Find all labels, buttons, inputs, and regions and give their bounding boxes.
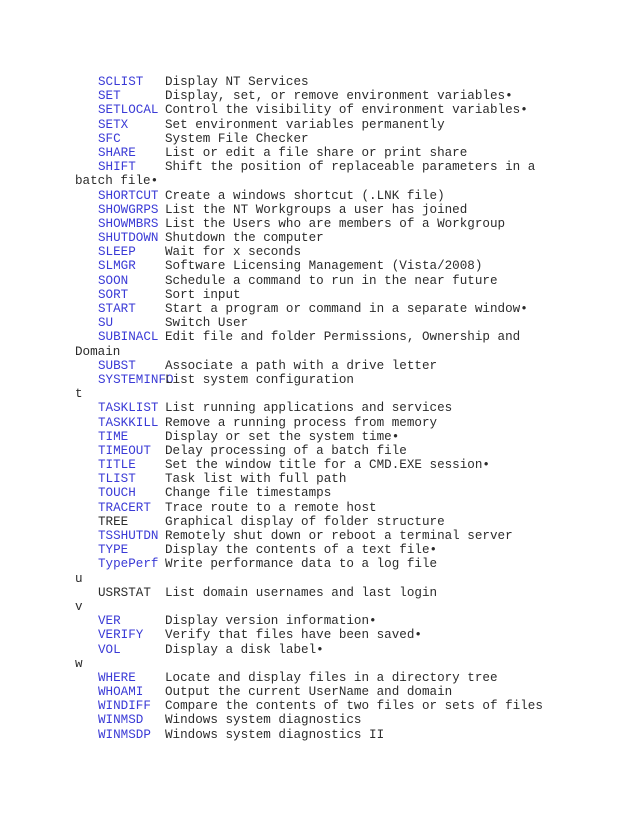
command-row	[0, 586, 638, 600]
command-description: Start a program or command in a separate window•	[165, 302, 528, 316]
command-link[interactable]: WINDIFF	[98, 699, 151, 714]
command-description: Trace route to a remote host	[165, 500, 377, 515]
command-description: Task list with full path	[165, 472, 347, 487]
command-row	[0, 118, 638, 132]
command-row	[0, 189, 638, 203]
command-row	[0, 89, 638, 103]
command-link[interactable]: TIMEOUT	[98, 443, 151, 458]
command-description: Switch User	[165, 316, 249, 331]
command-row	[0, 529, 638, 543]
command-row	[0, 330, 638, 344]
wrapped-text-line: u	[75, 571, 83, 586]
command-row	[0, 713, 638, 727]
command-description: Schedule a command to run in the near future	[165, 273, 498, 288]
command-description: Verify that files have been saved•	[165, 628, 422, 643]
command-row	[0, 728, 638, 742]
command-name: USRSTAT	[98, 585, 151, 600]
command-link[interactable]: TOUCH	[98, 486, 136, 501]
command-description: Remotely shut down or reboot a terminal server	[165, 529, 513, 543]
command-description: Software Licensing Management (Vista/2008)	[165, 259, 483, 274]
command-description: Windows system diagnostics	[165, 713, 362, 728]
command-description: List the NT Workgroups a user has joined	[165, 202, 468, 217]
command-link[interactable]: WINMSD	[98, 713, 144, 728]
command-link[interactable]: TRACERT	[98, 500, 151, 515]
command-row	[0, 401, 638, 415]
command-description: Display the contents of a text file•	[165, 543, 438, 558]
command-link[interactable]: SOON	[98, 273, 129, 288]
command-description: Graphical display of folder structure	[165, 514, 445, 529]
command-description: Shutdown the computer	[165, 231, 324, 246]
command-link[interactable]: TYPE	[98, 543, 129, 558]
command-row	[0, 103, 638, 117]
command-link[interactable]: SUBST	[98, 358, 136, 373]
command-name: TREE	[98, 514, 129, 529]
command-link[interactable]: SORT	[98, 287, 129, 302]
command-link[interactable]: TSSHUTDN	[98, 529, 159, 543]
command-link[interactable]: WHERE	[98, 670, 136, 685]
command-row	[0, 302, 638, 316]
command-description: Windows system diagnostics II	[165, 727, 385, 742]
command-row	[0, 472, 638, 486]
command-row	[0, 288, 638, 302]
command-link[interactable]: SHOWGRPS	[98, 202, 159, 217]
command-description: Control the visibility of environment variables•	[165, 103, 528, 118]
command-row	[0, 430, 638, 444]
command-description: Change file timestamps	[165, 486, 332, 501]
command-reference-list	[0, 75, 638, 742]
command-link[interactable]: TASKKILL	[98, 415, 159, 430]
command-link[interactable]: SLMGR	[98, 259, 136, 274]
command-description: Edit file and folder Permissions, Ownership and	[165, 330, 521, 345]
command-description: List domain usernames and last login	[165, 585, 438, 600]
command-link[interactable]: VERIFY	[98, 628, 144, 643]
command-link[interactable]: TypePerf	[98, 557, 159, 572]
command-link[interactable]: SETX	[98, 117, 129, 132]
command-description: Delay processing of a batch file	[165, 443, 407, 458]
command-description: Compare the contents of two files or sets of files	[165, 699, 543, 714]
command-row	[0, 557, 638, 571]
command-description: List or edit a file share or print share	[165, 145, 468, 160]
command-link[interactable]: VOL	[98, 642, 121, 657]
command-description: System File Checker	[165, 131, 309, 146]
command-description: Display or set the system time•	[165, 429, 400, 444]
command-description: Display version information•	[165, 614, 377, 629]
command-description: Associate a path with a drive letter	[165, 358, 438, 373]
command-row	[0, 132, 638, 146]
command-link[interactable]: SETLOCAL	[98, 103, 159, 118]
command-description: Wait for x seconds	[165, 245, 302, 260]
command-link[interactable]: SLEEP	[98, 245, 136, 260]
command-link[interactable]: SHORTCUT	[98, 188, 159, 203]
command-row	[0, 217, 638, 231]
command-row	[0, 160, 638, 174]
command-link[interactable]: WINMSDP	[98, 727, 151, 742]
command-link[interactable]: SYSTEMINFO	[98, 372, 174, 387]
command-link[interactable]: SHIFT	[98, 160, 136, 175]
command-link[interactable]: VER	[98, 614, 121, 629]
command-link[interactable]: SET	[98, 89, 121, 104]
command-row	[0, 671, 638, 685]
command-link[interactable]: SUBINACL	[98, 330, 159, 345]
command-row	[0, 628, 638, 642]
command-link[interactable]: SHARE	[98, 145, 136, 160]
command-description: Set environment variables permanently	[165, 117, 445, 132]
command-description: List the Users who are members of a Workgroup	[165, 216, 506, 231]
command-row	[0, 203, 638, 217]
command-link[interactable]: SHOWMBRS	[98, 216, 159, 231]
command-row	[0, 515, 638, 529]
command-row	[0, 699, 638, 713]
command-row	[0, 458, 638, 472]
command-description: Output the current UserName and domain	[165, 685, 453, 700]
command-row	[0, 685, 638, 699]
wrapped-text-line: Domain	[75, 344, 121, 359]
command-link[interactable]: TLIST	[98, 472, 136, 487]
command-description: Write performance data to a log file	[165, 557, 438, 572]
command-row	[0, 614, 638, 628]
command-link[interactable]: SCLIST	[98, 75, 144, 89]
command-link[interactable]: SFC	[98, 131, 121, 146]
command-link[interactable]: WHOAMI	[98, 685, 144, 700]
command-link[interactable]: START	[98, 302, 136, 316]
wrapped-text-line: batch file•	[75, 174, 159, 189]
command-row	[0, 373, 638, 387]
command-link[interactable]: SHUTDOWN	[98, 231, 159, 246]
command-row	[0, 486, 638, 500]
command-row	[0, 259, 638, 273]
command-description: Remove a running process from memory	[165, 415, 438, 430]
command-row	[0, 245, 638, 259]
command-row	[0, 501, 638, 515]
command-description: List running applications and services	[165, 401, 453, 416]
command-row	[0, 274, 638, 288]
command-row	[0, 643, 638, 657]
command-description: Display, set, or remove environment variables•	[165, 89, 513, 104]
command-description: Locate and display files in a directory tree	[165, 670, 498, 685]
command-description: Display NT Services	[165, 75, 309, 89]
command-row	[0, 75, 638, 89]
command-description: Display a disk label•	[165, 642, 324, 657]
command-row	[0, 359, 638, 373]
wrapped-text-line: w	[75, 656, 83, 671]
command-description: Shift the position of replaceable parameters in a	[165, 160, 536, 175]
command-row	[0, 416, 638, 430]
wrapped-text-line: v	[75, 599, 83, 614]
command-link[interactable]: TIME	[98, 429, 129, 444]
command-description: Sort input	[165, 287, 241, 302]
command-link[interactable]: TITLE	[98, 458, 136, 473]
command-row	[0, 316, 638, 330]
command-description: List system configuration	[165, 372, 354, 387]
command-row	[0, 146, 638, 160]
command-description: Set the window title for a CMD.EXE session•	[165, 458, 490, 473]
command-row	[0, 543, 638, 557]
command-row	[0, 444, 638, 458]
command-link[interactable]: TASKLIST	[98, 401, 159, 416]
command-link[interactable]: SU	[98, 316, 114, 331]
wrapped-text-line: t	[75, 387, 83, 402]
command-description: Create a windows shortcut (.LNK file)	[165, 188, 445, 203]
command-row	[0, 231, 638, 245]
